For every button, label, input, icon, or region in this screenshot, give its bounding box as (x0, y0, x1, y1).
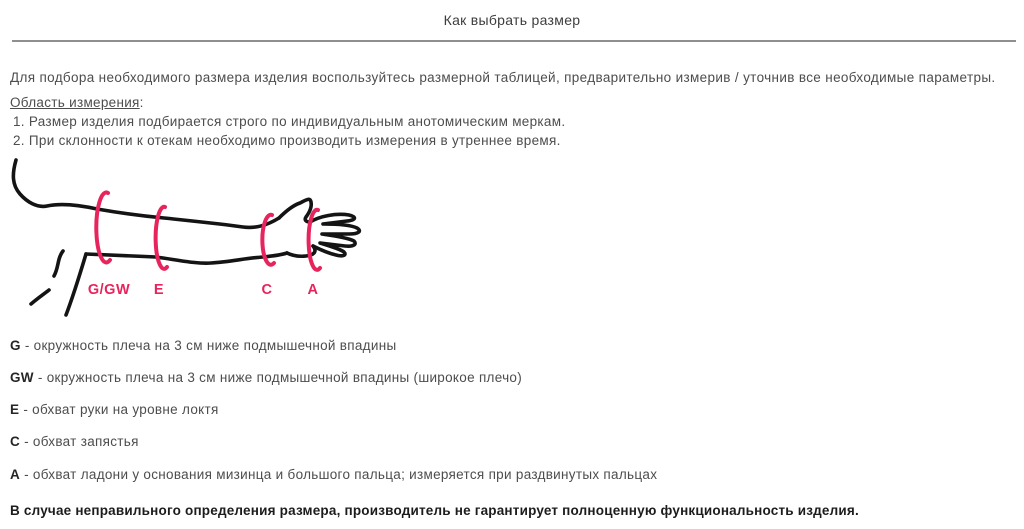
measurement-area-heading-text: Область измерения (10, 95, 140, 110)
arm-top-outline-path (13, 160, 279, 227)
band-label-g-gw: G/GW (87, 282, 131, 298)
measurement-rule-2: 2. При склонности к отекам необходимо производить измерения в утреннее время. (13, 133, 561, 148)
definition-e-key: E (10, 402, 20, 417)
definition-e (10, 402, 219, 417)
definition-g (10, 338, 396, 353)
size-warning-text: В случае неправильного определения размера, производитель не гарантирует полноценную функциональность изделия. (10, 503, 859, 518)
intro-text: Для подбора необходимого размера изделия воспользуйтесь размерной таблицей, предварительно измерив / уточнив все необходимые параметры. (10, 69, 996, 85)
definition-gw-key: GW (10, 370, 34, 385)
measurement-rule-1: 1. Размер изделия подбирается строго по индивидуальным анотомическим меркам. (13, 114, 566, 129)
torso-line-path (66, 254, 86, 315)
lower-body-stroke-path (31, 290, 49, 304)
definition-gw-text: - окружность плеча на 3 см ниже подмышечной впадины (широкое плечо) (37, 370, 523, 385)
thumb-path (279, 199, 311, 222)
definition-a-key: A (10, 467, 21, 482)
page-title: Как выбрать размер (443, 12, 581, 28)
arm-bottom-outline-path (86, 253, 287, 263)
band-g-gw (96, 192, 110, 262)
definition-c-key: C (10, 434, 21, 449)
definition-g-key: G (10, 338, 21, 353)
arm-measurement-diagram (0, 155, 370, 320)
definition-c-text: - обхват запястья (24, 434, 139, 449)
body-crease-path (54, 251, 63, 276)
band-label-e: E (153, 282, 165, 298)
band-label-a: A (307, 282, 319, 298)
band-label-c: C (261, 282, 273, 298)
definition-e-text: - обхват руки на уровне локтя (23, 402, 219, 417)
definition-gw (10, 370, 522, 385)
definition-a (10, 467, 657, 482)
measurement-area-heading-colon: : (139, 95, 144, 110)
measurement-area-heading (10, 95, 144, 110)
definition-g-text: - окружность плеча на 3 см ниже подмышечной впадины (24, 338, 397, 353)
header-divider (12, 40, 1016, 42)
definition-c (10, 434, 139, 449)
fingers-path (310, 214, 359, 255)
definition-a-text: - обхват ладони у основания мизинца и большого пальца; измеряется при раздвинутых пальцах (24, 467, 658, 482)
